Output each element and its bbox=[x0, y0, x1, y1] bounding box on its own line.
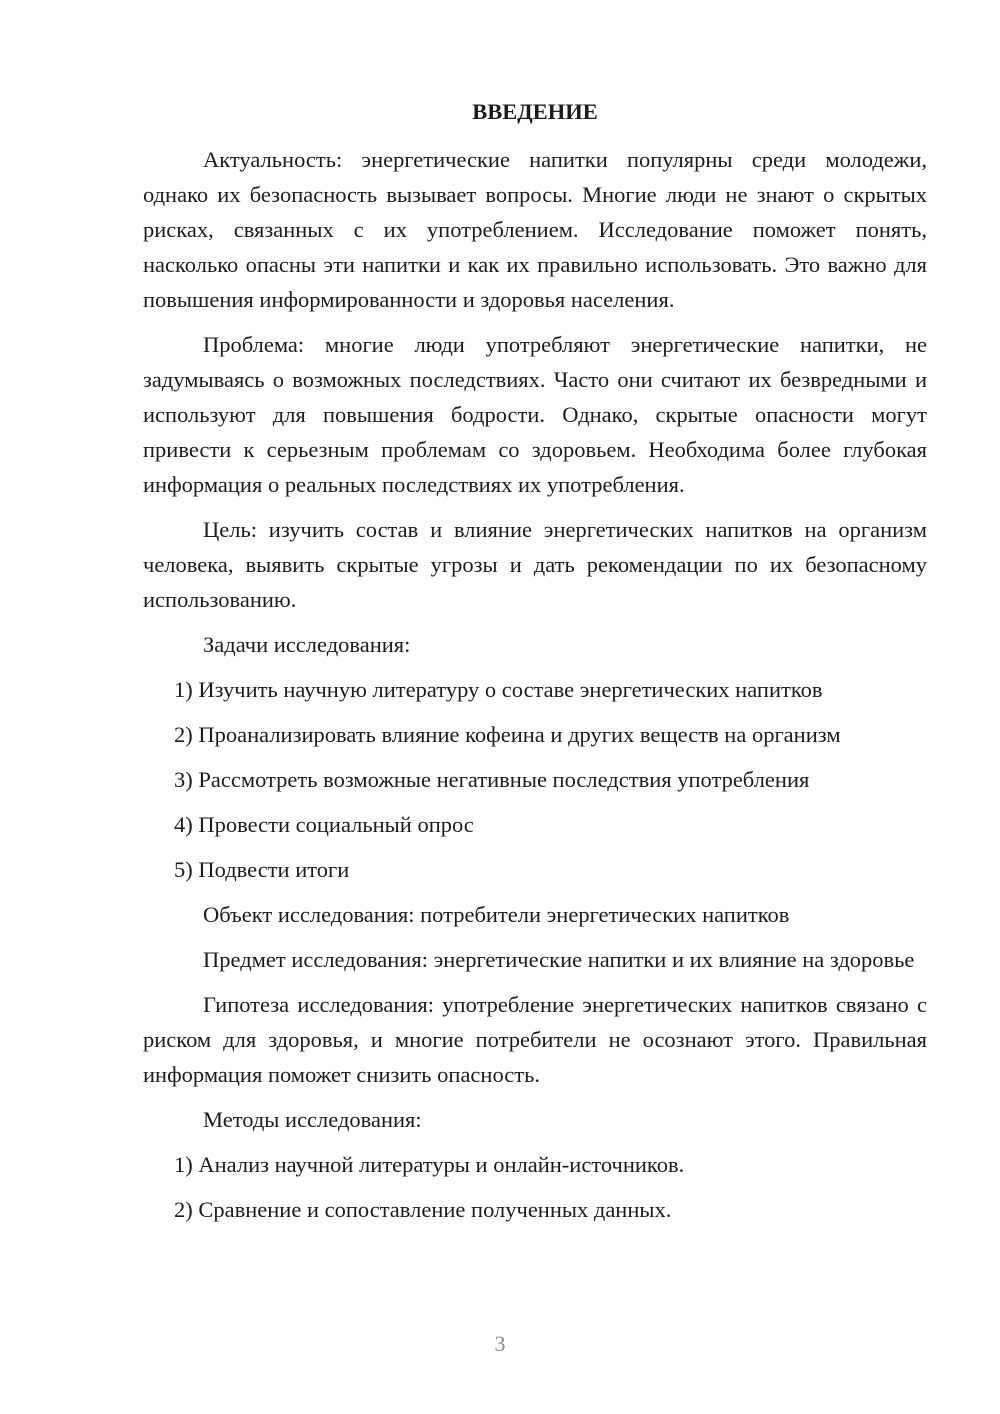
object-paragraph: Объект исследования: потребители энергетических напитков bbox=[203, 902, 790, 927]
problem-paragraph: Проблема: многие люди употребляют энергетические напитки, не задумываясь о возможных последствиях. Часто они считают их безвредными и используют для повышения бодрости. Однако, скрытые опасности могут привести к серьезным проблемам со здоровьем. Необходима более глубокая информация о реальных последствиях их употребления. bbox=[143, 332, 927, 497]
relevance-paragraph: Актуальность: энергетические напитки популярны среди молодежи, однако их безопасность вызывает вопросы. Многие люди не знают о скрытых рисках, связанных с их употреблением. Исследование поможет понять, насколько опасны эти напитки и как их правильно использовать. Это важно для повышения информированности и здоровья населения. bbox=[143, 147, 927, 312]
method-item: 1) Анализ научной литературы и онлайн-источников. bbox=[174, 1152, 685, 1177]
page-content bbox=[143, 94, 927, 1237]
method-item: 2) Сравнение и сопоставление полученных данных. bbox=[174, 1197, 672, 1222]
page-number: 3 bbox=[494, 1331, 506, 1356]
hypothesis-paragraph: Гипотеза исследования: употребление энергетических напитков связано с риском для здоровья, и многие потребители не осознают этого. Правильная информация поможет снизить опасность. bbox=[143, 992, 927, 1087]
task-item: 2) Проанализировать влияние кофеина и других веществ на организм bbox=[174, 722, 841, 747]
methods-heading: Методы исследования: bbox=[203, 1107, 422, 1132]
task-item: 4) Провести социальный опрос bbox=[174, 812, 474, 837]
tasks-heading: Задачи исследования: bbox=[203, 632, 411, 657]
task-item: 5) Подвести итоги bbox=[174, 857, 350, 882]
subject-paragraph: Предмет исследования: энергетические напитки и их влияние на здоровье bbox=[203, 947, 915, 972]
goal-paragraph: Цель: изучить состав и влияние энергетических напитков на организм человека, выявить скрытые угрозы и дать рекомендации по их безопасному использованию. bbox=[143, 517, 927, 612]
task-item: 1) Изучить научную литературу о составе энергетических напитков bbox=[174, 677, 823, 702]
task-item: 3) Рассмотреть возможные негативные последствия употребления bbox=[174, 767, 810, 792]
section-title: ВВЕДЕНИЕ bbox=[472, 99, 598, 124]
